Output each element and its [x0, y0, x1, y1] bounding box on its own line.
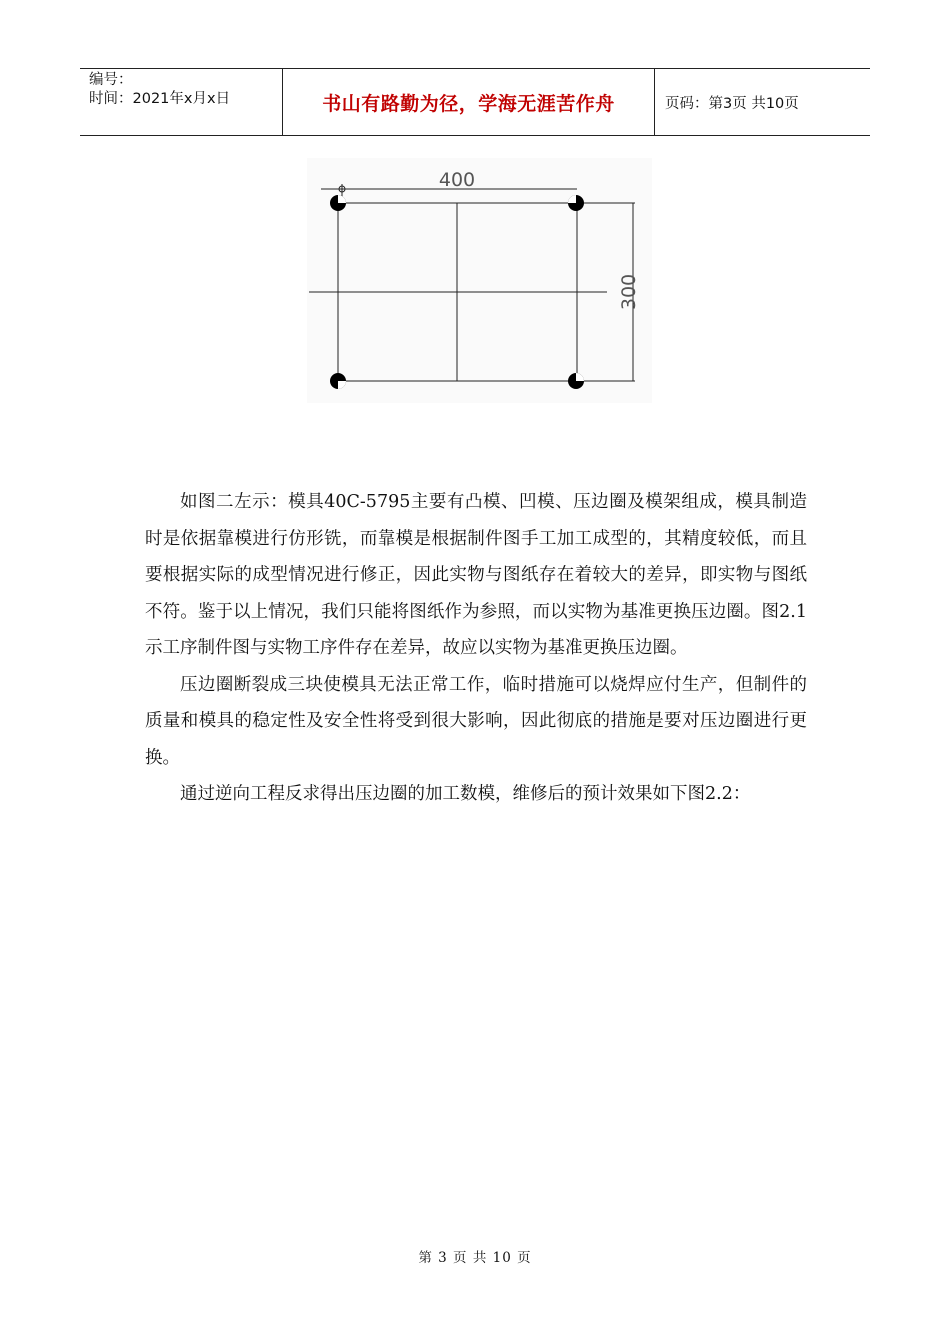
time-label: 时间：2021年x月x日	[89, 91, 231, 107]
paragraph: 压边圈断裂成三块使模具无法正常工作，临时措施可以烧焊应付生产，但制件的质量和模具的稳定性及安全性将受到很大影响，因此彻底的措施是要对压边圈进行更换。	[145, 674, 807, 768]
header-page-info: 页码：第3页 共10页	[665, 95, 799, 112]
number-label: 编号：	[89, 72, 133, 88]
page-footer: 第 3 页 共 10 页	[418, 1250, 532, 1266]
height-dimension-label: 300	[618, 273, 640, 311]
header-motto: 书山有路勤为径，学海无涯苦作舟	[282, 69, 655, 135]
dimension-drawing	[307, 158, 652, 403]
drawing-svg	[307, 158, 652, 403]
paragraph: 如图二左示：模具40C-5795主要有凸模、凹模、压边圈及模架组成，模具制造时是依据靠模进行仿形铣，而靠模是根据制件图手工加工成型的，其精度较低，而且要根据实际的成型情况进行修正，因此实物与图纸存在着较大的差异，即实物与图纸不符。鉴于以上情况，我们只能将图纸作为参照，而以实物为基准更换压边圈。图2.1示工序制件图与实物工序件存在差异，故应以实物为基准更换压边圈。	[145, 492, 807, 658]
body-text	[145, 484, 807, 813]
page-header	[80, 68, 870, 136]
header-meta	[80, 69, 282, 135]
width-dimension-label: 400	[438, 169, 476, 191]
paragraph: 通过逆向工程反求得出压边圈的加工数模，维修后的预计效果如下图2.2：	[180, 784, 751, 804]
